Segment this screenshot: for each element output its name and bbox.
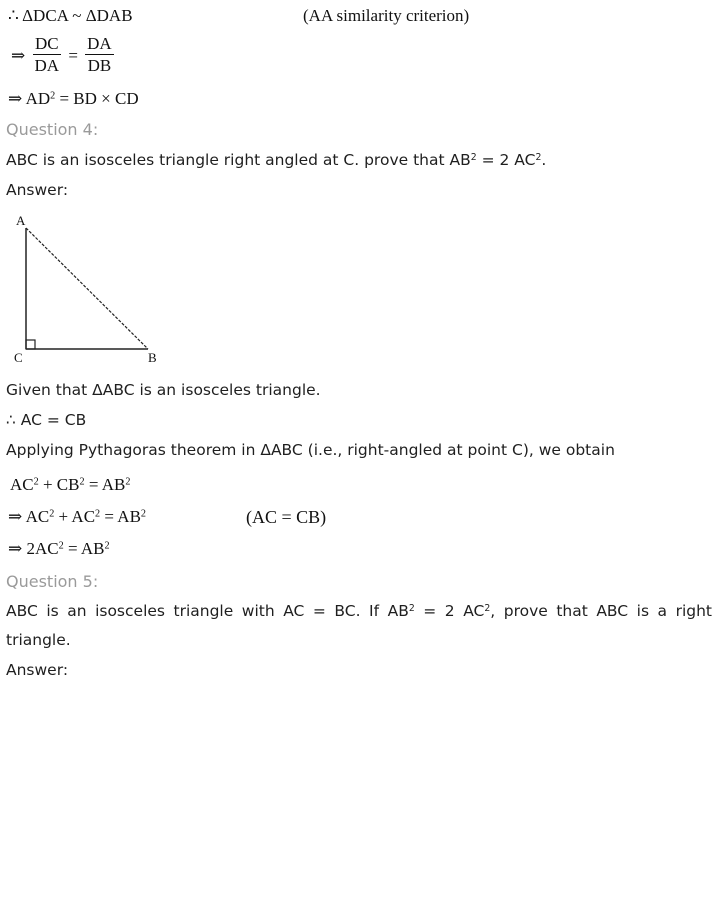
question-5-text [6,597,712,655]
exponent: 2 [470,151,477,163]
pythagoras-equation-1 [10,475,130,495]
fraction-denominator: DA [34,56,60,75]
exponent: 2 [50,90,56,102]
given-statement: Given that ΔABC is an isosceles triangle. [6,381,321,399]
eq-term: = AB [63,539,105,558]
vertex-label-a: A [16,213,26,228]
equals-symbol: = [68,45,78,65]
therefore-statement: ∴ AC = CB [6,411,87,429]
fraction-numerator: DC [33,34,62,55]
implies-symbol: ⇒ [8,507,23,526]
similarity-statement: ∴ ΔDCA ~ ΔDAB [8,6,133,25]
exponent: 2 [484,602,491,614]
implies-symbol: ⇒ [8,539,23,558]
eq-term: + CB [38,475,80,494]
eq-term: AC [10,475,34,494]
question-5-heading: Question 5: [6,572,99,591]
fraction-dc-da [33,34,62,77]
side-ab [26,228,148,349]
exponent: 2 [408,602,415,614]
implies-symbol: ⇒ [8,89,23,108]
answer-label: Answer: [6,661,69,679]
question-text-part: = 2 AC [476,151,536,169]
question-4-text [6,151,546,169]
eq-term: AD [25,89,51,108]
eq-term: = AB [100,507,141,526]
vertex-label-c: C [14,350,23,365]
right-angle-marker [26,340,35,349]
pythagoras-equation-3 [8,539,110,559]
eq-term: = AB [84,475,126,494]
eq-term: AC [25,507,50,526]
exponent: 2 [49,508,55,520]
exponent: 2 [58,540,64,552]
question-4-heading: Question 4: [6,120,99,139]
question-text-part: ABC is an isosceles triangle right angled at C. prove that AB [6,151,471,169]
exponent: 2 [79,476,85,488]
exponent: 2 [95,508,101,520]
question-text-part: = 2 AC [414,602,485,620]
pythagoras-equation-2 [8,507,146,527]
vertex-label-b: B [148,350,157,365]
right-triangle-figure [10,208,170,368]
question-text-part: , prove that ABC is a right triangle. [6,602,712,649]
implies-symbol: ⇒ [11,45,26,65]
similarity-reason: (AA similarity criterion) [303,6,470,25]
pythagoras-statement: Applying Pythagoras theorem in ΔABC (i.e., right-angled at point C), we obtain [6,441,615,459]
eq-term: 2AC [26,539,59,558]
question-text-part: . [541,151,547,169]
equation-2-reason: (AC = CB) [246,507,327,527]
fraction-da-db [85,34,114,77]
fraction-numerator: DA [87,34,112,53]
answer-label: Answer: [6,181,69,199]
ad-squared-equation [8,89,139,109]
exponent: 2 [535,151,542,163]
exponent: 2 [104,540,110,552]
eq-term: + AC [54,507,96,526]
ratio-equation [8,34,114,77]
question-text-part: ABC is an isosceles triangle with AC = BC. If AB [6,602,409,620]
exponent: 2 [33,476,39,488]
eq-term: = BD × CD [55,89,139,108]
exponent: 2 [125,476,131,488]
fraction-denominator: DB [87,56,112,75]
exponent: 2 [140,508,146,520]
